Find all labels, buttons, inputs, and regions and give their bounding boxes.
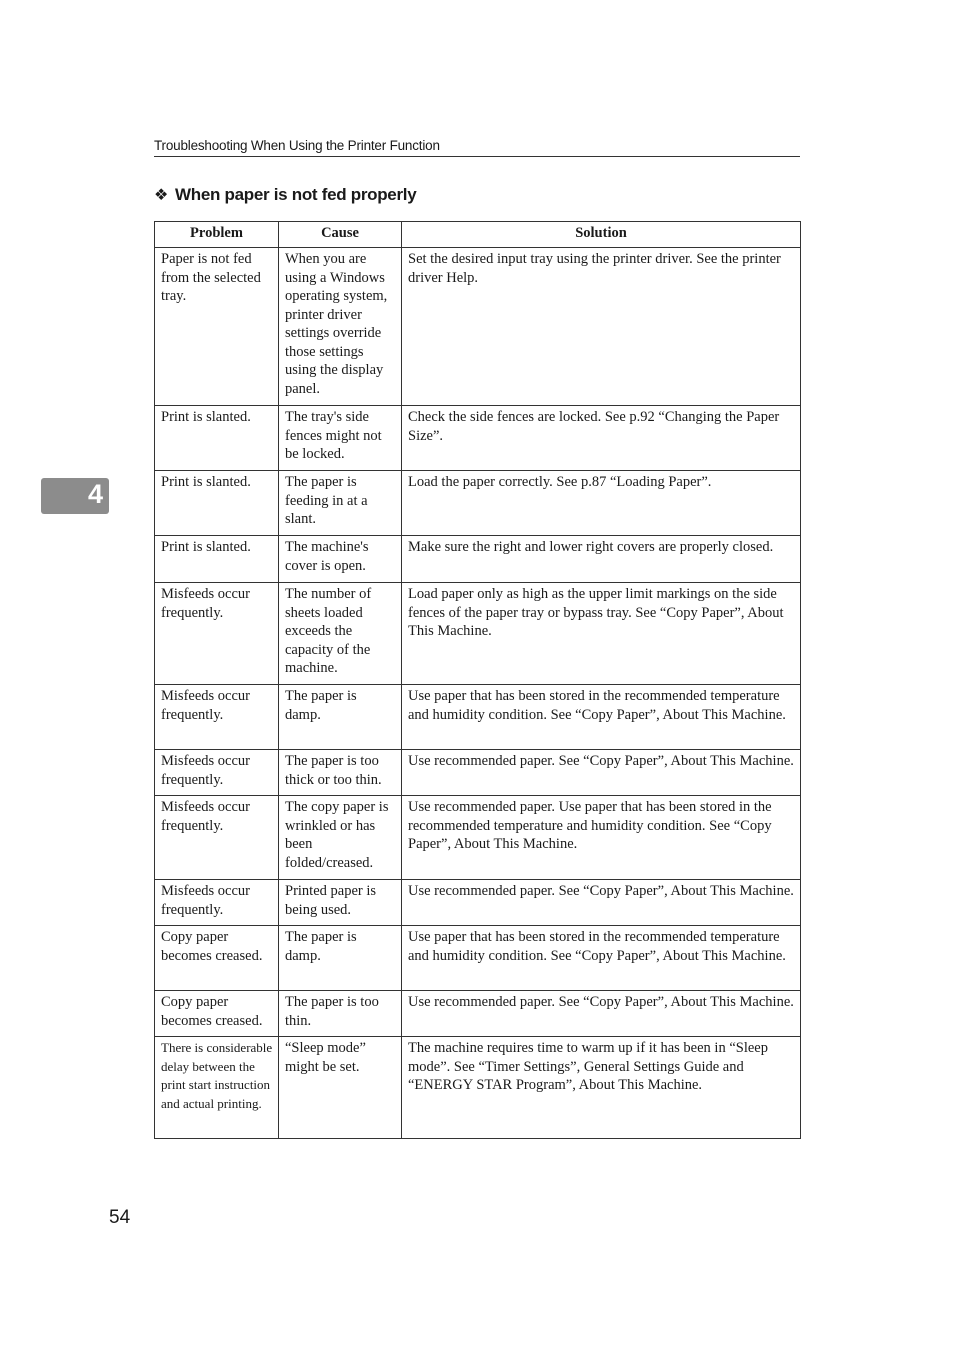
chapter-number: 4 — [87, 479, 103, 509]
table-row — [155, 248, 801, 406]
table-row — [155, 991, 801, 1037]
solution-cell: Use recommended paper. See “Copy Paper”, About This Machine. — [402, 750, 801, 796]
table-row — [155, 471, 801, 536]
cause-cell: The number of sheets loaded exceeds the capacity of the machine. — [279, 583, 402, 685]
page-number: 54 — [109, 1207, 131, 1228]
problem-cell: Misfeeds occur frequently. — [155, 880, 279, 926]
diamond-bullet-icon: ❖ — [154, 187, 169, 204]
table-row — [155, 406, 801, 471]
table-header-row — [155, 222, 801, 248]
column-header-solution: Solution — [402, 222, 801, 248]
solution-cell: Make sure the right and lower right covers are properly closed. — [402, 536, 801, 583]
section-title-text: When paper is not fed properly — [175, 185, 417, 204]
troubleshooting-table — [154, 221, 801, 1139]
table-row — [155, 583, 801, 685]
table-row — [155, 750, 801, 796]
solution-cell: Load paper only as high as the upper limit markings on the side fences of the paper tray or bypass tray. See “Copy Paper”, About This Machine. — [402, 583, 801, 685]
problem-cell: There is considerable delay between the print start instruction and actual printing. — [155, 1037, 279, 1139]
cause-cell: The paper is too thick or too thin. — [279, 750, 402, 796]
table-row — [155, 685, 801, 750]
solution-cell: Load the paper correctly. See p.87 “Loading Paper”. — [402, 471, 801, 536]
table-row — [155, 1037, 801, 1139]
problem-cell: Copy paper becomes creased. — [155, 991, 279, 1037]
problem-cell: Misfeeds occur frequently. — [155, 750, 279, 796]
problem-cell: Print is slanted. — [155, 406, 279, 471]
cause-cell: The paper is too thin. — [279, 991, 402, 1037]
cause-cell: Printed paper is being used. — [279, 880, 402, 926]
cause-cell: The tray's side fences might not be locked. — [279, 406, 402, 471]
problem-cell: Misfeeds occur frequently. — [155, 685, 279, 750]
cause-cell: The paper is damp. — [279, 685, 402, 750]
table-row — [155, 880, 801, 926]
solution-cell: Use paper that has been stored in the recommended temperature and humidity condition. See “Copy Paper”, About This Machine. — [402, 685, 801, 750]
cause-cell: “Sleep mode” might be set. — [279, 1037, 402, 1139]
table-row — [155, 796, 801, 880]
solution-cell: Use recommended paper. See “Copy Paper”, About This Machine. — [402, 991, 801, 1037]
solution-cell: Set the desired input tray using the printer driver. See the printer driver Help. — [402, 248, 801, 406]
problem-cell: Misfeeds occur frequently. — [155, 796, 279, 880]
chapter-tab — [41, 478, 109, 514]
column-header-problem: Problem — [155, 222, 279, 248]
cause-cell: When you are using a Windows operating system, printer driver settings override those settings using the display panel. — [279, 248, 402, 406]
table-row — [155, 926, 801, 991]
problem-cell: Misfeeds occur frequently. — [155, 583, 279, 685]
problem-cell: Print is slanted. — [155, 536, 279, 583]
table-row — [155, 536, 801, 583]
column-header-cause: Cause — [279, 222, 402, 248]
problem-cell: Paper is not fed from the selected tray. — [155, 248, 279, 406]
solution-cell: Use recommended paper. See “Copy Paper”, About This Machine. — [402, 880, 801, 926]
problem-cell: Print is slanted. — [155, 471, 279, 536]
cause-cell: The paper is feeding in at a slant. — [279, 471, 402, 536]
solution-cell: Use paper that has been stored in the recommended temperature and humidity condition. See “Copy Paper”, About This Machine. — [402, 926, 801, 991]
solution-cell: Use recommended paper. Use paper that has been stored in the recommended temperature and humidity condition. See “Copy Paper”, About This Machine. — [402, 796, 801, 880]
cause-cell: The copy paper is wrinkled or has been folded/creased. — [279, 796, 402, 880]
section-title — [154, 185, 416, 205]
problem-cell: Copy paper becomes creased. — [155, 926, 279, 991]
solution-cell: The machine requires time to warm up if it has been in “Sleep mode”. See “Timer Settings”, General Settings Guide and “ENERGY STAR Program”, About This Machine. — [402, 1037, 801, 1139]
solution-cell: Check the side fences are locked. See p.92 “Changing the Paper Size”. — [402, 406, 801, 471]
cause-cell: The machine's cover is open. — [279, 536, 402, 583]
running-header: Troubleshooting When Using the Printer Function — [154, 138, 800, 157]
cause-cell: The paper is damp. — [279, 926, 402, 991]
